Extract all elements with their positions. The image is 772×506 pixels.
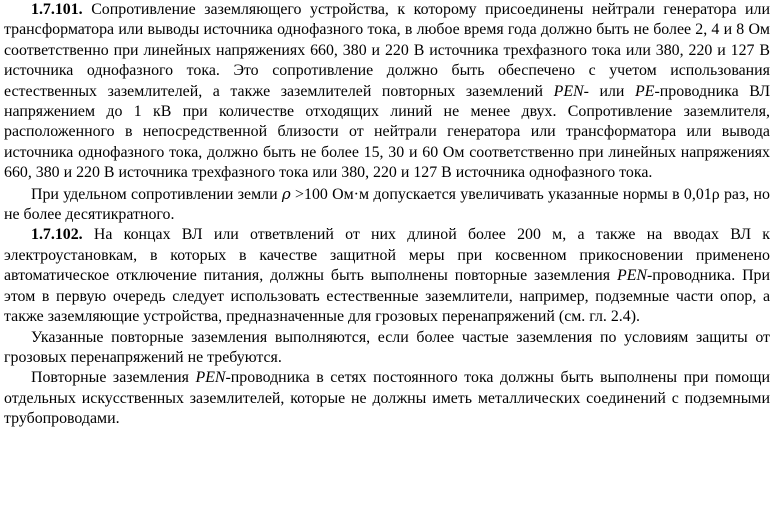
rho-symbol: ρ [281,184,291,203]
paragraph-1-7-102 [4,225,770,327]
paragraph-soil-resistivity [4,184,770,226]
document-page [4,0,770,430]
term-pen: PEN [553,82,584,100]
paragraph-1-7-101 [4,0,770,184]
paragraph-dc-networks [4,368,770,429]
paragraph-repeated-grounding [4,328,770,369]
clause-number: 1.7.102. [31,226,83,244]
paragraph-text: Указанные повторные заземления выполняются, если более частые заземления по условиям защиты от грозовых перенапряжений не требуются. [4,328,770,366]
paragraph-text: -проводника. При этом в первую очередь следует использовать естественные заземлители, например, подземные части опор, а также заземляющие устройства, предназначенные для грозовых перенапряжений (см. гл. 2.4). [4,267,770,326]
term-pe: PE [635,82,655,100]
paragraph-text: На концах ВЛ или ответвлений от них длиной более 200 м, а также на вводах ВЛ к электроустановкам, в которых в качестве защитной меры при косвенном прикосновении применено автоматическое отключение питания, должны быть выполнены повторные заземления [4,226,770,285]
term-pen: PEN [616,267,647,285]
paragraph-text: Повторные заземления [31,369,196,387]
paragraph-text: -проводника в сетях постоянного тока должны быть выполнены при помощи отдельных искусственных заземлителей, которые не должны иметь металлических соединений с подземными трубопроводами. [4,369,770,428]
paragraph-text: - или [583,82,636,100]
term-pen: PEN [195,369,226,387]
paragraph-text: Сопротивление заземляющего устройства, к которому присоединены нейтрали генератора или трансформатора или выводы источника однофазного тока, в любое время года должно быть не более 2, 4 и 8 Ом соответственно при линейных напряжениях 660, 380 и 220 В источника трехфазного тока или 380, 220 и 127 В источника однофазного тока. Это сопротивление должно быть обеспечено с учетом использования естественных заземлителей, а также заземлителей повторных заземлений [4,1,770,100]
clause-number: 1.7.101. [31,1,83,18]
paragraph-text: -проводника ВЛ напряжением до 1 кВ при количестве отходящих линий не менее двух. Сопротивление заземлителя, расположенного в непосредственной близости от нейтрали генератора или трансформатора или вывода источника однофазного тока, должно быть не более 15, 30 и 60 Ом соответственно при линейных напряжениях 660, 380 и 220 В источника трехфазного тока или 380, 220 и 127 В источника однофазного тока. [4,82,770,182]
paragraph-text: При удельном сопротивлении земли [31,185,282,203]
paragraph-text: >100 Ом·м допускается увеличивать указанные нормы в 0,01ρ раз, но не более десятикратного. [4,185,770,224]
